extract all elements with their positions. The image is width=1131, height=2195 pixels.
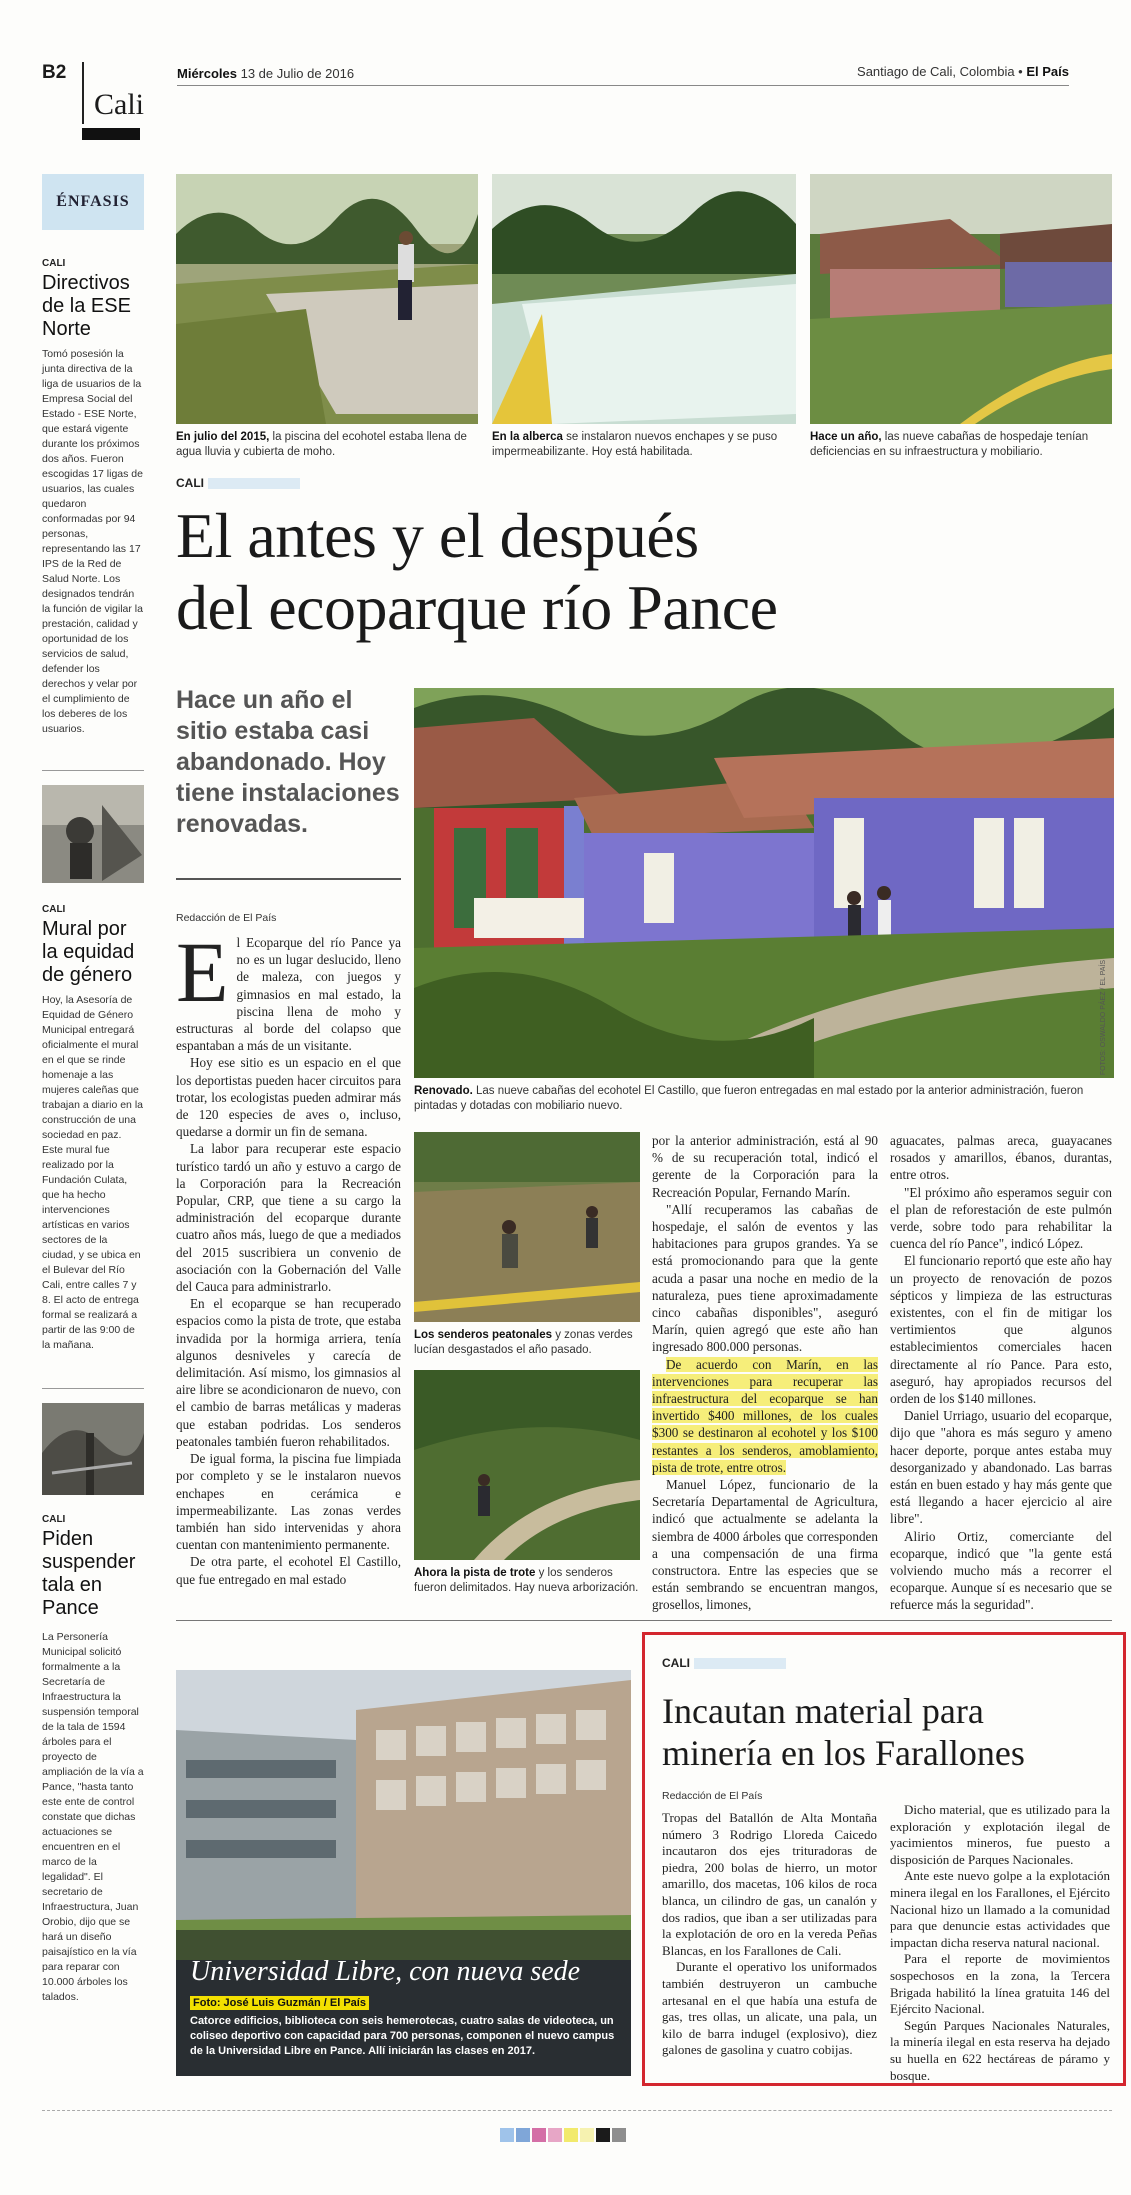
color-swatch: [580, 2128, 594, 2142]
sidebar-kicker: CALI: [42, 258, 66, 269]
photo-caption: En julio del 2015, la piscina del ecohotel estaba llena de agua lluvia y cubierta de moho.: [176, 431, 467, 458]
section-name: Cali: [94, 88, 144, 121]
sidebar-kicker: CALI: [42, 1514, 66, 1525]
photo-caption: En la alberca se instalaron nuevos enchapes y se puso impermeabilizante. Hoy está habilitada.: [492, 431, 778, 458]
second-byline: Redacción de El País: [662, 1790, 763, 1802]
sidebar-text: Hoy, la Asesoría de Equidad de Género Municipal entregará oficialmente el mural en el que se rinde homenaje a las mujeres caleñas que trabajan a diario en la construcción de una sociedad en paz. Este mural fue realizado por la Fundación Culata, que ha hecho intervenciones artísticas en varios sectores de la ciudad, y se ubica en el Bulevar del Río Cali, entre calles 7 y 8. El acto de entrega formal se realizará a partir de las 9:00 de la mañana.: [42, 994, 143, 1351]
article-headline: El antes y el después del ecoparque río Pance: [176, 500, 778, 643]
section-rule: [176, 1620, 1112, 1621]
sidebar-item: [42, 1514, 144, 2005]
photo-paths-before: [414, 1132, 640, 1322]
city-line: Santiago de Cali, Colombia • El País: [857, 64, 1069, 79]
second-kicker: CALI: [662, 1656, 786, 1670]
color-swatch: [596, 2128, 610, 2142]
photo-pool-after: [492, 174, 796, 424]
article-column-1: E l Ecoparque del río Pance ya no es un lugar deslucido, lleno de maleza, con juegos y gimnasios en mal estado, la piscina llena de moho y estructuras al borde del colapso que espantaban a más de un visitante. Hoy ese sitio es un espacio en el que los deportistas pueden hacer circuitos para trotar, los ecologistas pueden admirar más de 120 especies de aves o, incluso, quedarse a dormir un fin de semana. La labor para recuperar este espacio turístico tardó un año y estuvo a cargo de la Corporación para la Recreación Popular, CRP, que tiene a su cargo la administración del ecoparque durante cuatro años más, luego de que a mediados del 2015 suscribiera un convenio de asociación con la Gobernación del Valle del Cauca para administrarlo. En el ecoparque se han recuperado espacios como la pista de trote, que estaba invadida por la hormiga arriera, tenía algunos desniveles y carecía de delimitación. Así mismo, los gimnasios al aire libre se acondicionaron de nuevo, con el cambio de barras metálicas y maderas que estaban podridas. Los senderos peatonales también fueron rehabilitados. De igual forma, la piscina fue limpiada por completo y se le instalaron nuevos enchapes en cerámica e impermeabilizante. Las zonas verdes también han sido intervenidas y ahora cuentan con mantenimiento permanente. De otra parte, el ecohotel El Castillo, que fue entregado en mal estado: [176, 924, 401, 1587]
mural-photo: [42, 785, 144, 883]
color-swatch: [532, 2128, 546, 2142]
sidebar-divider: [42, 1388, 144, 1389]
main-photo-caption: Renovado. Las nueve cabañas del ecohotel El Castillo, que fueron entregadas en mal estado por la anterior administración, fueron pintadas y dotadas con mobiliario nuevo.: [414, 1085, 1084, 1112]
small-photo-caption: Los senderos peatonales y zonas verdes lucían desgastados el año pasado.: [414, 1329, 633, 1356]
universidad-title: Universidad Libre, con nueva sede: [190, 1956, 581, 1987]
highlighted-quote: De acuerdo con Marín, en las intervenciones para recuperar las infraestructura del ecoparque se han invertido $400 millones, de los cuales $300 se destinaron al ecohotel y los $100 restantes a los senderos, amoblamiento, pista de trote, entre otros.: [652, 1356, 878, 1475]
photo-jogging-track: [414, 1370, 640, 1560]
sidebar-headline: Piden suspender tala en Pance: [42, 1528, 136, 1619]
article-column-2: por la anterior administración, está al 90 % de su recuperación total, indicó el gerente de la Corporación para la Recreación Popular, Fernando Marín. "Allí recuperamos las cabañas de hospedaje, el salón de eventos y las habitaciones para grupos grandes. Ya se está promocionando para que la gente acuda a pasar una noche en medio de la naturaleza, pues tiene aproximadamente cinco cabañas disponibles", aseguró Marín, quien agregó que este año han ingresado 800.000 personas. De acuerdo con Marín, en las intervenciones para recuperar las infraestructura del ecoparque se han invertido $400 millones, de los cuales $300 se destinaron al ecohotel y los $100 restantes a los senderos, amoblamiento, pista de trote, entre otros. Manuel López, funcionario de la Secretaría Departamental de Agricultura, indicó que actualmente se adelanta la siembra de 4000 árboles que corresponden a una compensación de una firma constructora. Entre las especies que se están sembrando se encuentran mangos, grosellos, limones,: [652, 1133, 878, 1613]
color-swatch: [516, 2128, 530, 2142]
header-rule: [177, 85, 1069, 86]
universidad-caption: Catorce edificios, biblioteca con seis hemerotecas, cuatro salas de videoteca, un coliseo deportivo con capacidad para 700 personas, componen el nuevo campus de la Universidad Libre en Pance. Allí iniciarán las clases en 2017.: [190, 2015, 615, 2057]
article-byline: Redacción de El País: [176, 912, 277, 924]
photo-pool-before: [176, 174, 478, 424]
sidebar-headline: Mural por la equidad de género: [42, 918, 135, 986]
sidebar-item: [42, 258, 144, 737]
dateline: Miércoles 13 de Julio de 2016: [177, 66, 355, 81]
sidebar-divider: [42, 770, 144, 771]
second-column-2: Dicho material, que es utilizado para la exploración y explotación ilegal de yacimientos mineros, fue puesto a disposición de Parques Nacionales. Ante este nuevo golpe a la explotación minera ilegal en los Farallones, el Ejército Nacional hizo un llamado a la comunidad para que denuncie estas actividades que impactan dicha reserva natural nacional. Para el reporte de movimientos sospechosos en la zona, la Tercera Brigada habilitó la línea gratuita 146 del Ejército Nacional. Según Parques Nacionales Naturales, la minería ilegal en esta reserva ha dejado su huella en 622 hectáreas de páramo y bosque.: [890, 1802, 1110, 2083]
photo-caption: Hace un año, las nueve cabañas de hospedaje tenían deficiencias en su infraestructura y mobiliario.: [810, 431, 1089, 458]
sidebar-text: Tomó posesión la junta directiva de la liga de usuarios de la Empresa Social del Estado - ESE Norte, que estará vigente durante los próximos dos años. Fueron escogidas 17 ligas de usuarios, las cuales quedaron conformadas por 94 personas, representando las 17 IPS de la Red de Salud Norte. Los designados tendrán la función de vigilar la prestación, calidad y oportunidad de los servicios de salud, defender los derechos y velar por el cumplimiento de los deberes de los usuarios.: [42, 348, 143, 735]
section-bar: [82, 128, 140, 140]
page-number: B2: [42, 62, 67, 83]
tree-photo: [42, 1403, 144, 1495]
enfasis-label: ÉNFASIS: [42, 174, 144, 230]
sidebar-item: [42, 904, 144, 1353]
universidad-credit: Foto: José Luis Guzmán / El País: [190, 1996, 369, 2010]
color-swatch: [612, 2128, 626, 2142]
photo-credit: FOTOS: OSWALDO PÁEZ / EL PAÍS: [1100, 960, 1107, 1076]
article-kicker: CALI: [176, 476, 300, 490]
second-column-1: Tropas del Batallón de Alta Montaña número 3 Rodrigo Lloreda Caicedo incautaron dos ejes trituradoras de piedra, 200 bolas de hierro, un motor amarillo, dos macetas, 106 kilos de roca blanca, un cilindro de gas, un canalón y dos radios, que iban a ser utilizadas para la explotación de oro en la vereda Peñas Blancas, en los Farallones de Cali. Durante el operativo los uniformados también destruyeron un cambuche artesanal en el que había una estufa de gas, tres ollas, un alicate, una pala, un kilo de barra indugel (explosivo), diez galones de gasolina y cuatro cobijas.: [662, 1810, 877, 2058]
main-photo-cabins: [414, 688, 1114, 1078]
sidebar-text: La Personería Municipal solicitó formalmente a la Secretaría de Infraestructura la suspensión temporal de la tala de 1594 árboles para el proyecto de ampliación de la vía a Pance, "hasta tanto este ente de control constate que dichas actuaciones se encuentren en el marco de la legalidad". El secretario de Infraestructura, Juan Orobio, dijo que se hará un diseño paisajístico en la vía para reparar con 10.000 árboles los talados.: [42, 1631, 144, 2003]
sidebar-kicker: CALI: [42, 904, 66, 915]
color-swatch: [548, 2128, 562, 2142]
second-headline: Incautan material para minería en los Farallones: [662, 1691, 1025, 1773]
dropcap: E: [176, 924, 229, 1020]
small-photo-caption: Ahora la pista de trote y los senderos fueron delimitados. Hay nueva arborización.: [414, 1567, 639, 1594]
color-swatch: [564, 2128, 578, 2142]
article-deck: Hace un año el sitio estaba casi abandonado. Hoy tiene instalaciones renovadas.: [176, 686, 400, 838]
photo-cabins-before: [810, 174, 1112, 424]
color-swatch: [500, 2128, 514, 2142]
deck-rule: [176, 878, 401, 880]
sidebar-headline: Directivos de la ESE Norte: [42, 272, 131, 340]
footer-rule: [42, 2110, 1112, 2111]
article-column-3: aguacates, palmas areca, guayacanes rosados y amarillos, ébanos, durantas, entre otros. "El próximo año esperamos seguir con el plan de reforestación de este pulmón verde, sobre todo para rehabilitar la cuenca del río Pance", indicó López. El funcionario reportó que este año hay un proyecto de renovación de pozos sépticos y limpieza de las estructuras existentes, con el fin de mitigar los vertimientos que algunos establecimientos comerciales hacen directamente al río Pance. Para esto, aseguró, hay apropiados recursos del orden de los $140 millones. Daniel Urriago, usuario del ecoparque, dijo que "ahora es más seguro y ameno hacer deporte, porque antes estaba muy desorganizado y abandonado. Las barras están en buen estado y hay más gente que está llegando a hacer ejercicio al aire libre". Alirio Ortiz, comerciante del ecoparque, indicó que "la gente está volviendo mucho más a recorrer el ecoparque. Aunque sí es necesario que se refuerce más la seguridad".: [890, 1133, 1112, 1613]
